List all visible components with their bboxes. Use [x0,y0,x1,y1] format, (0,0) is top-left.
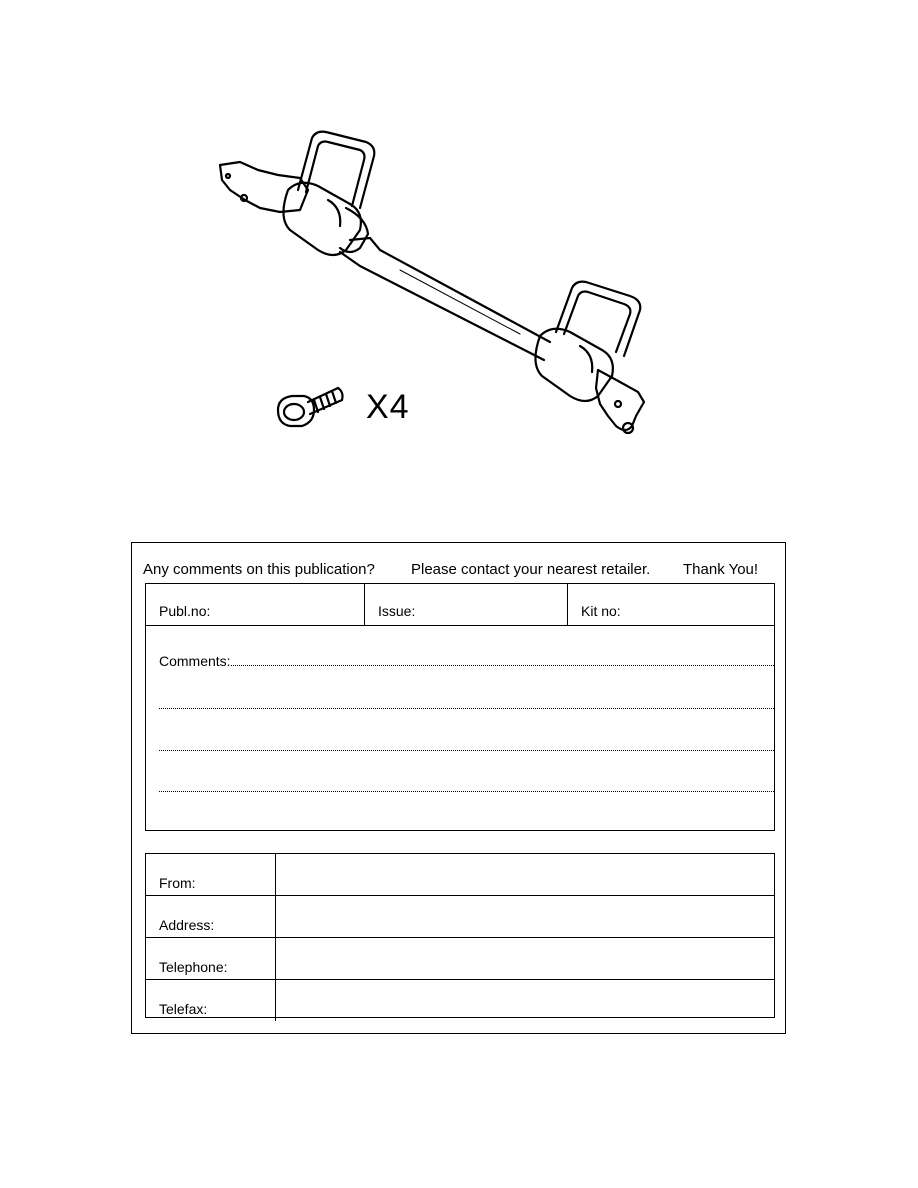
from-field[interactable] [276,854,774,895]
address-row [146,896,774,938]
kit-no-label: Kit no: [581,603,621,619]
from-label: From: [146,854,276,895]
comments-box[interactable] [145,625,775,831]
comments-line-4[interactable] [159,778,774,795]
thank-you-text: Thank You! [683,561,759,578]
telephone-field[interactable] [276,938,774,979]
comments-line-3[interactable] [159,737,774,754]
telefax-field[interactable] [276,980,774,1021]
telephone-row [146,938,774,980]
comments-line-1[interactable] [159,653,774,669]
telefax-row [146,980,774,1021]
kit-no-field[interactable] [568,584,774,625]
comments-label: Comments: [159,653,231,669]
address-label: Address: [146,896,276,937]
stabilizer-bar-bracket-icon [200,120,660,440]
issue-field[interactable] [365,584,568,625]
publ-no-label: Publ.no: [159,603,211,619]
address-field[interactable] [276,896,774,937]
from-row [146,854,774,896]
comments-prompt: Any comments on this publication? [143,561,375,578]
publication-id-row [145,583,775,626]
quantity-label: X4 [366,388,410,426]
feedback-form [131,542,786,1034]
comments-line-2[interactable] [159,695,774,712]
publ-no-field[interactable] [146,584,365,625]
contact-table [145,853,775,1018]
telephone-label: Telephone: [146,938,276,979]
contact-instruction: Please contact your nearest retailer. [411,561,651,578]
issue-label: Issue: [378,603,416,619]
telefax-label: Telefax: [146,980,276,1021]
